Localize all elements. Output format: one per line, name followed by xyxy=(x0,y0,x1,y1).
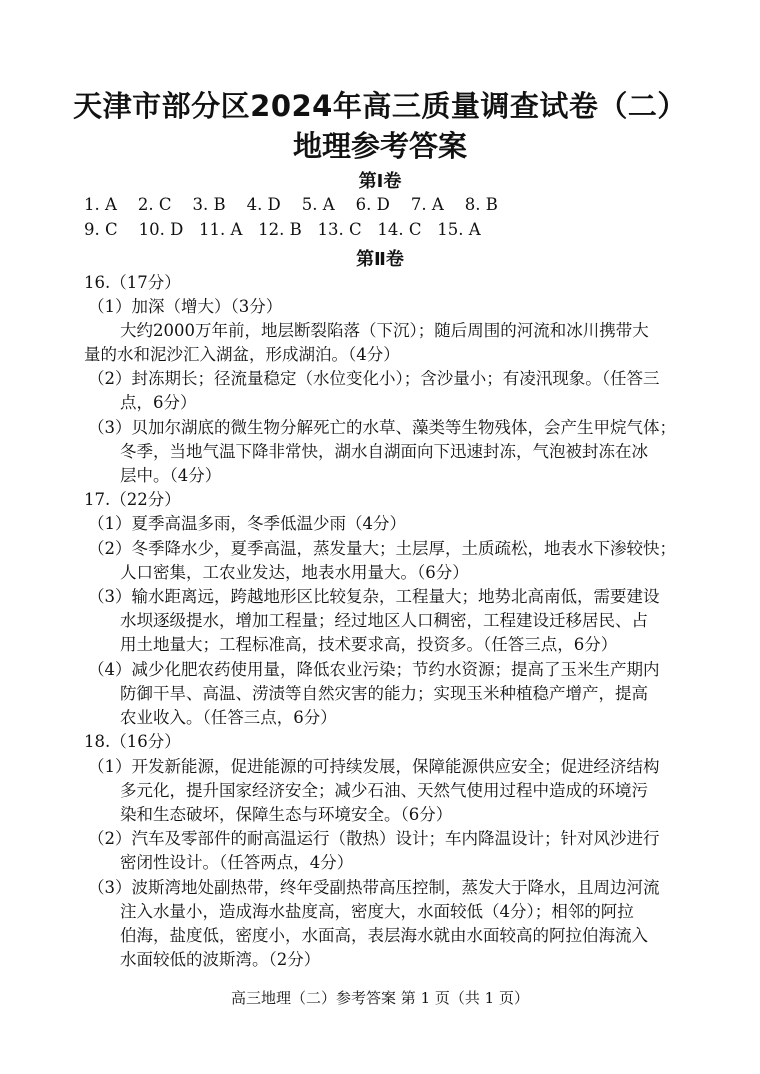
part2-heading: 第Ⅱ卷 xyxy=(356,249,404,270)
page-footer: 高三地理（二）参考答案 第 1 页（共 1 页） xyxy=(231,989,529,1007)
q18-part3-cont2: 伯海，盐度低，密度小，水面高，表层海水就由水面较高的阿拉伯海流入 xyxy=(120,926,648,945)
q16-part3-cont2: 层中。（4分） xyxy=(120,466,222,485)
q16-part1-detail-cont: 量的水和泥沙汇入湖盆，形成湖泊。（4分） xyxy=(84,345,400,364)
q17-part3-cont: 水坝逐级提水，增加工程量；经过地区人口稠密，工程建设迁移居民、占 xyxy=(120,611,648,630)
q18-part1-cont2: 染和生态破坏，保障生态与环境安全。（6分） xyxy=(120,805,453,824)
q17-part2: （2）冬季降水少，夏季高温，蒸发量大；土层厚，土质疏松，地表水下渗较快； xyxy=(88,539,676,558)
q18-part1-cont: 多元化，提升国家经济安全；减少石油、天然气使用过程中造成的环境污 xyxy=(120,781,648,800)
q16-part1: （1）加深（增大）（3分） xyxy=(88,297,283,316)
q18-part3-cont: 注入水量小，造成海水盐度高，密度大，水面较低（4分）；相邻的阿拉 xyxy=(120,902,634,921)
q18-part3-cont3: 水面较低的波斯湾。（2分） xyxy=(120,950,321,969)
question-16-header: 16.（17分） xyxy=(84,273,181,292)
q17-part4-cont: 防御干旱、高温、涝渍等自然灾害的能力；实现玉米种植稳产增产，提高 xyxy=(120,684,648,703)
q16-part2: （2）封冻期长；径流量稳定（水位变化小）；含沙量小；有凌汛现象。（任答三 xyxy=(88,369,660,388)
q17-part1: （1）夏季高温多雨，冬季低温少雨（4分） xyxy=(88,514,406,533)
q17-part4: （4）减少化肥农药使用量，降低农业污染；节约水资源；提高了玉米生产期内 xyxy=(88,660,660,679)
q16-part1-detail: 大约2000万年前，地层断裂陷落（下沉）；随后周围的河流和冰川携带大 xyxy=(120,321,649,340)
part1-heading: 第Ⅰ卷 xyxy=(358,171,402,192)
q18-part1: （1）开发新能源，促进能源的可持续发展，保障能源供应安全；促进经济结构 xyxy=(88,757,660,776)
choice-answers-row-2: 9. C 10. D 11. A 12. B 13. C 14. C 15. A xyxy=(84,220,481,239)
document-title: 天津市部分区2024年高三质量调查试卷（二） xyxy=(73,89,687,123)
q18-part2: （2）汽车及零部件的耐高温运行（散热）设计；车内降温设计；针对风沙进行 xyxy=(88,829,660,848)
question-18-header: 18.（16分） xyxy=(84,732,181,751)
q16-part3-cont: 冬季，当地气温下降非常快，湖水自湖面向下迅速封冻，气泡被封冻在冰 xyxy=(120,442,648,461)
q18-part3: （3）波斯湾地处副热带，终年受副热带高压控制，蒸发大于降水，且周边河流 xyxy=(88,878,660,897)
q16-part2-cont: 点，6分） xyxy=(120,393,197,412)
q17-part3: （3）输水距离远，跨越地形区比较复杂，工程量大；地势北高南低，需要建设 xyxy=(88,587,660,606)
document-subtitle: 地理参考答案 xyxy=(292,129,467,163)
q16-part3: （3）贝加尔湖底的微生物分解死亡的水草、藻类等生物残体，会产生甲烷气体； xyxy=(88,418,676,437)
question-17-header: 17.（22分） xyxy=(84,490,181,509)
q18-part2-cont: 密闭性设计。（任答两点，4分） xyxy=(120,853,354,872)
q17-part3-cont2: 用土地量大；工程标准高，技术要求高，投资多。（任答三点，6分） xyxy=(120,635,618,654)
q17-part2-cont: 人口密集，工农业发达，地表水用量大。（6分） xyxy=(120,563,469,582)
q17-part4-cont2: 农业收入。（任答三点，6分） xyxy=(120,708,337,727)
choice-answers-row-1: 1. A 2. C 3. B 4. D 5. A 6. D 7. A 8. B xyxy=(84,195,498,214)
